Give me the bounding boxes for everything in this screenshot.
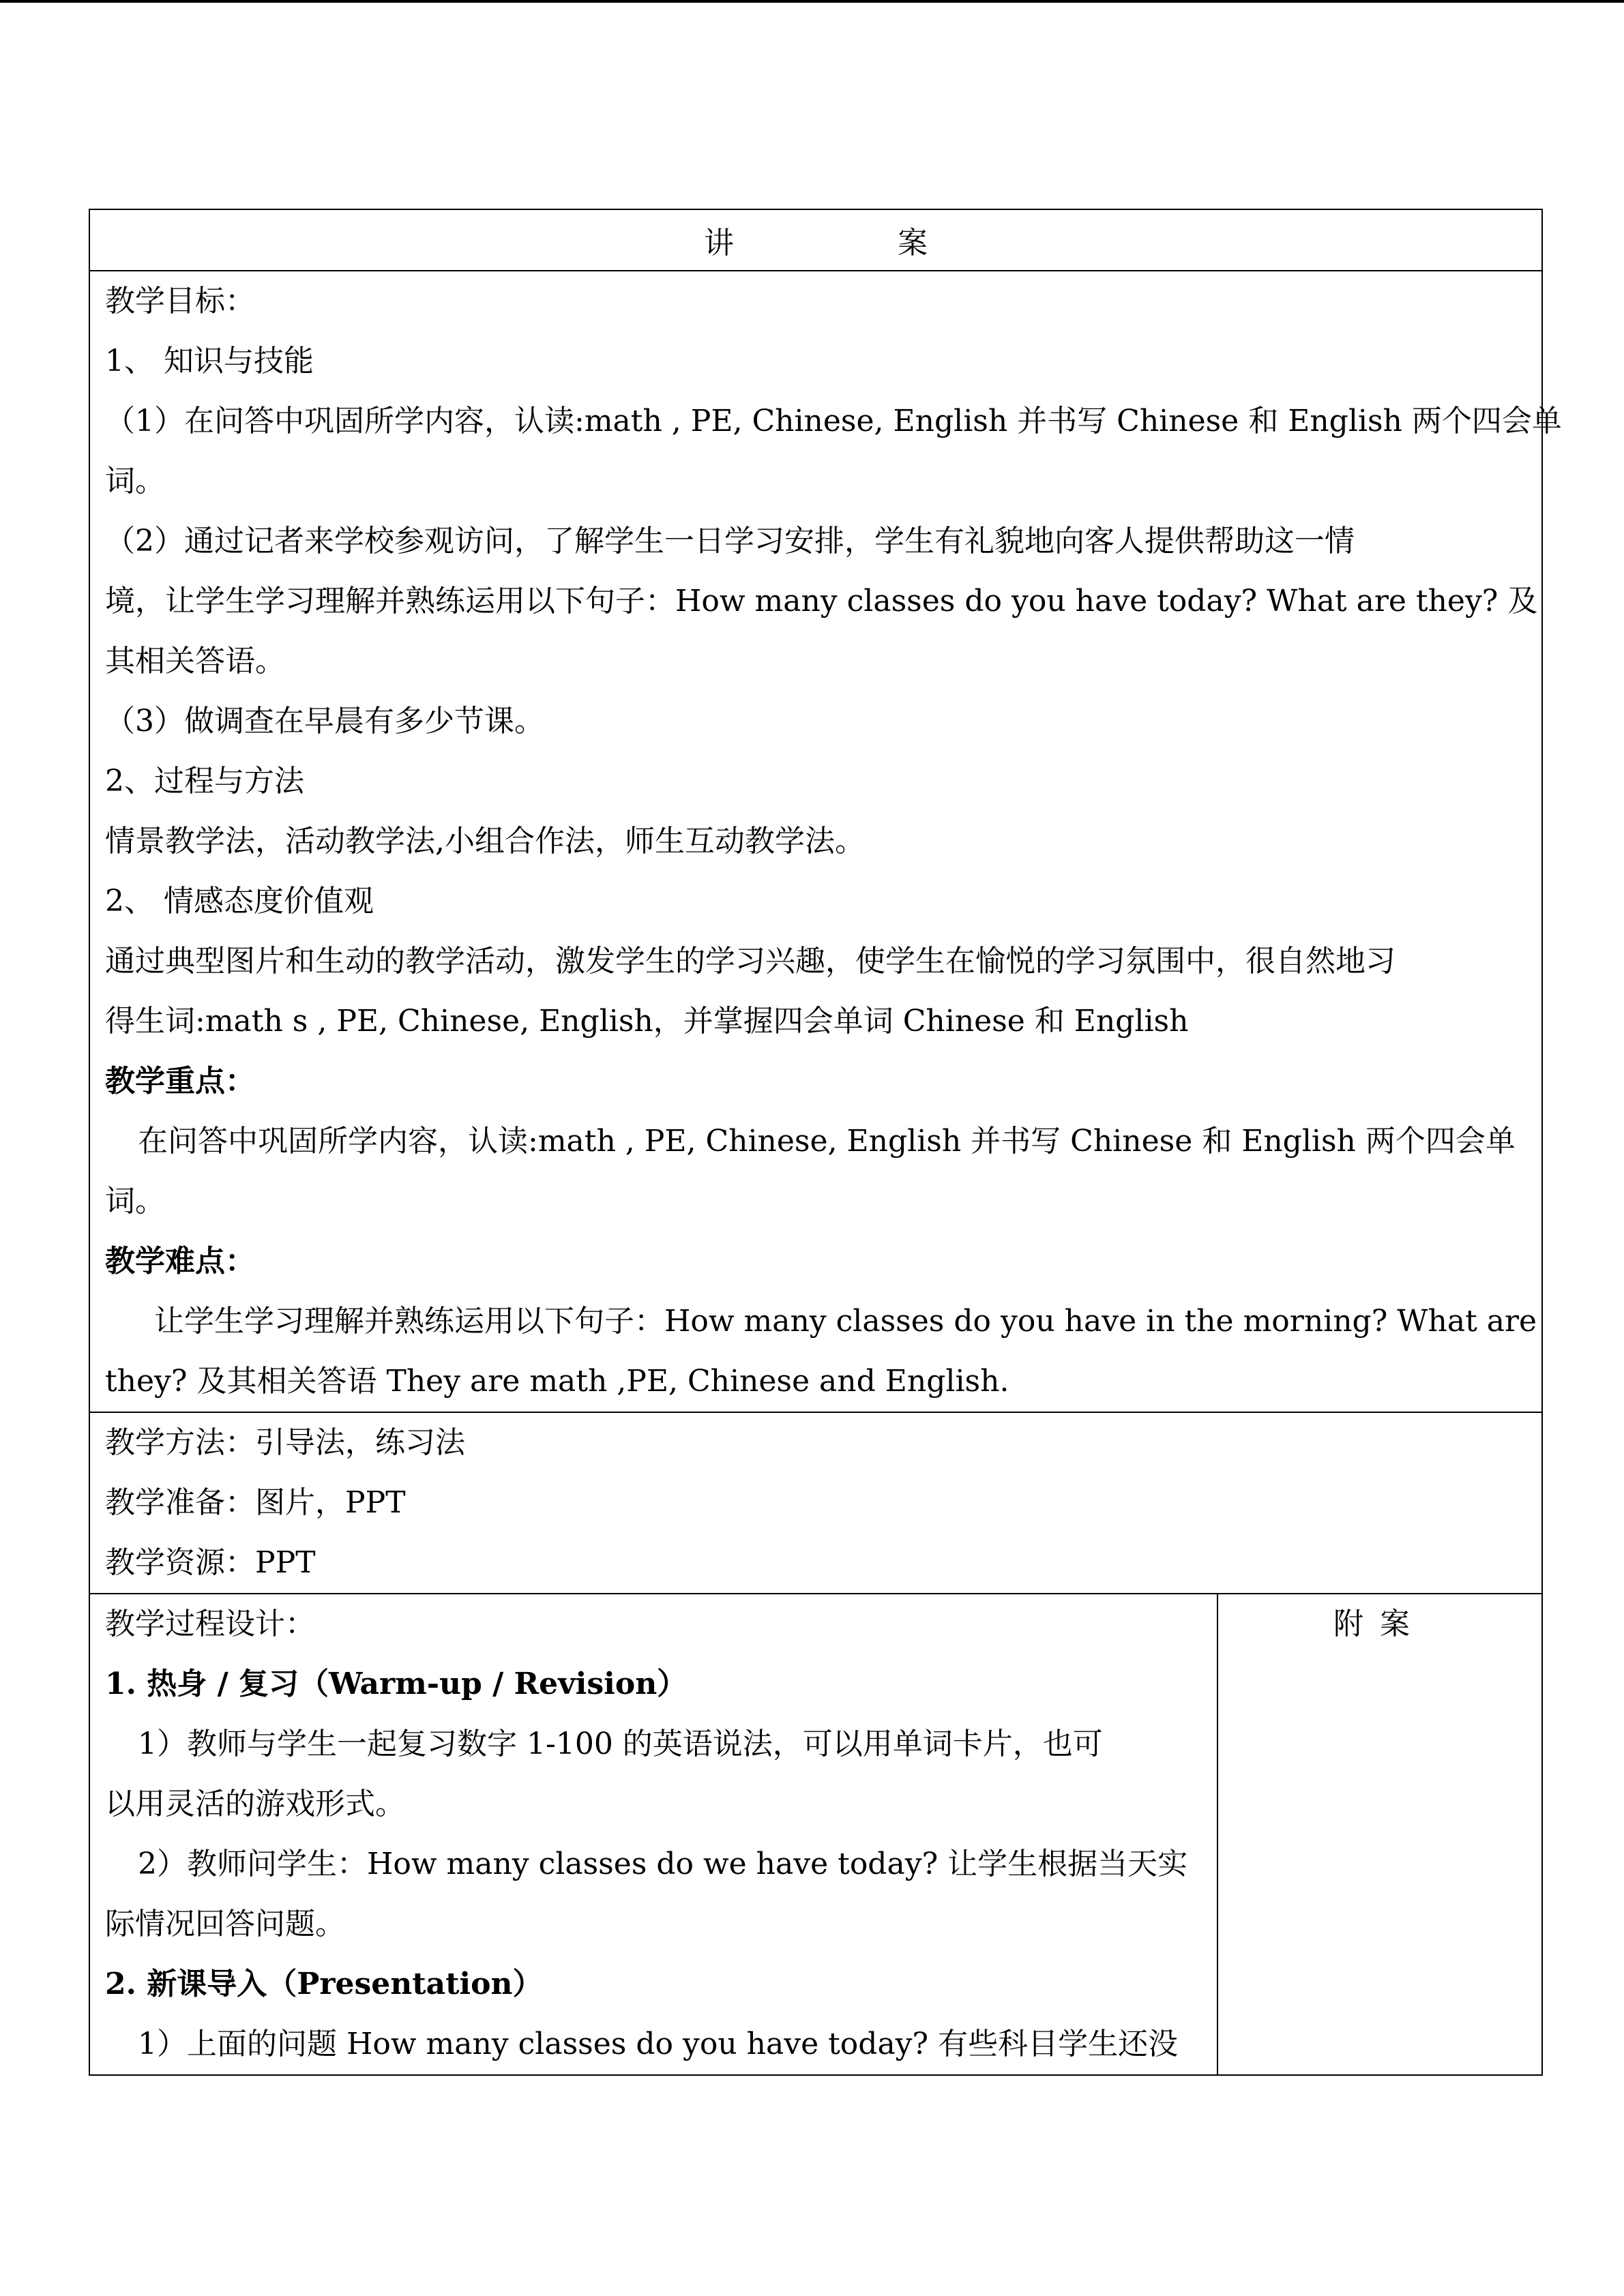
teaching-resource: 教学资源：PPT <box>105 1545 316 1580</box>
step-1-item-1-line-2: 以用灵活的游戏形式。 <box>105 1787 405 1821</box>
resources-row <box>89 1412 1542 1594</box>
difficulties-heading: 教学难点： <box>105 1244 255 1279</box>
teaching-method: 教学方法：引导法，练习法 <box>105 1425 465 1460</box>
page-top-border <box>0 0 1624 3</box>
objectives-heading: 教学目标： <box>105 284 255 318</box>
key-points-line-1: 在问答中巩固所学内容，认读:math , PE, Chinese, English 并书写 Chinese 和 English 两个四会单 <box>138 1124 1516 1159</box>
process-heading: 教学过程设计： <box>105 1607 315 1641</box>
key-points-heading: 教学重点： <box>105 1064 255 1099</box>
emotion-line-2: 得生词:math s , PE, Chinese, English，并掌握四会单词 Chinese 和 English <box>105 1004 1189 1039</box>
objective-item-1-line-1: （1）在问答中巩固所学内容，认读:math , PE, Chinese, English 并书写 Chinese 和 English 两个四会单 <box>105 404 1562 438</box>
difficulties-line-2: they? 及其相关答语 They are math ,PE, Chinese and English. <box>105 1364 1009 1399</box>
process-method-text: 情景教学法，活动教学法,小组合作法，师生互动教学法。 <box>105 824 865 859</box>
title-cell <box>89 209 1542 271</box>
step-1-item-2-line-1: 2）教师问学生：How many classes do we have today? 让学生根据当天实 <box>138 1847 1188 1881</box>
process-cell <box>89 1594 1217 2075</box>
objective-item-2-line-1: （2）通过记者来学校参观访问，了解学生一日学习安排，学生有礼貌地向客人提供帮助这一情 <box>105 524 1355 558</box>
objectives-cell <box>89 271 1562 1412</box>
step-1-heading: 1. 热身 / 复习（Warm-up / Revision） <box>105 1667 688 1701</box>
title-part-1: 讲 <box>704 226 734 260</box>
objective-item-2-line-3: 其相关答语。 <box>105 644 285 679</box>
step-1-item-1-line-1: 1）教师与学生一起复习数字 1-100 的英语说法，可以用单词卡片，也可 <box>138 1727 1103 1761</box>
objective-item-2-line-2: 境，让学生学习理解并熟练运用以下句子：How many classes do you have today? What are they? 及 <box>105 584 1538 618</box>
objective-item-3: （3）做调查在早晨有多少节课。 <box>105 704 544 739</box>
emotion-heading: 2、 情感态度价值观 <box>105 884 374 919</box>
title-row <box>89 209 1542 271</box>
step-2-heading: 2. 新课导入（Presentation） <box>105 1967 543 2001</box>
step-1-item-2-line-2: 际情况回答问题。 <box>105 1907 345 1941</box>
attachment-cell <box>1217 1594 1542 2075</box>
process-method-heading: 2、过程与方法 <box>105 764 304 799</box>
difficulties-line-1: 让学生学习理解并熟练运用以下句子：How many classes do you have in the morning? What are <box>154 1304 1537 1339</box>
knowledge-heading: 1、 知识与技能 <box>105 344 314 378</box>
step-2-item-1-line-1: 1）上面的问题 How many classes do you have today? 有些科目学生还没 <box>138 2027 1179 2061</box>
key-points-line-2: 词。 <box>105 1184 165 1219</box>
emotion-line-1: 通过典型图片和生动的教学活动，激发学生的学习兴趣，使学生在愉悦的学习氛围中，很自然地习 <box>105 944 1396 979</box>
title-part-2: 案 <box>898 226 928 260</box>
attachment-label: 附案 <box>1333 1607 1426 1641</box>
teaching-preparation: 教学准备：图片，PPT <box>105 1485 406 1520</box>
resources-cell <box>89 1412 1542 1594</box>
process-row <box>89 1594 1542 2075</box>
objective-item-1-line-2: 词。 <box>105 464 165 498</box>
lesson-plan-table <box>89 209 1562 2076</box>
objectives-row <box>89 271 1542 1412</box>
